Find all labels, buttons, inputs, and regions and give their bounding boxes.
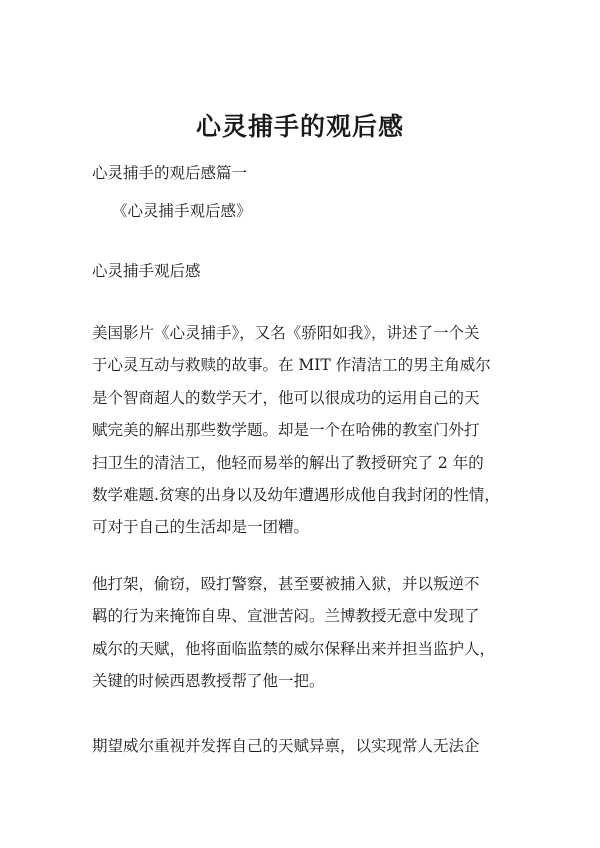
paragraph-line: 于心灵互动与救赎的故事。在 MIT 作清洁工的男主角威尔 — [92, 356, 491, 375]
section-subtitle: 心灵捕手的观后感篇一 — [92, 164, 248, 182]
paragraph-2 — [92, 573, 522, 703]
section-heading: 心灵捕手观后感 — [92, 262, 201, 280]
paragraph-line: 数学难题.贫寒的出身以及幼年遭遇形成他自我封闭的性情， — [92, 485, 500, 504]
paragraph-line: 扫卫生的清洁工，他轻而易举的解出了教授研究了 2 年的 — [92, 453, 484, 472]
paragraph-line: 他打架，偷窃，殴打警察，甚至要被捕入狱，并以叛逆不 — [92, 575, 480, 593]
paragraph-1 — [92, 322, 522, 549]
paragraph-line: 威尔的天赋，他将面临监禁的威尔保释出来并担当监护人， — [92, 639, 496, 658]
paragraph-line: 是个智商超人的数学天才，他可以很成功的运用自己的天 — [92, 388, 480, 407]
paragraph-line: 关键的时候西恩教授帮了他一把。 — [92, 672, 325, 691]
paragraph-line: 美国影片《心灵捕手》，又名《骄阳如我》，讲述了一个关 — [92, 324, 480, 342]
document-title: 心灵捕手的观后感 — [195, 112, 404, 141]
paragraph-3 — [92, 735, 522, 767]
paragraph-line: 赋完美的解出那些数学题。却是一个在哈佛的教室门外打 — [92, 421, 480, 440]
paragraph-line: 羁的行为来掩饰自卑、宣泄苦闷。兰博教授无意中发现了 — [92, 607, 480, 626]
book-title: 《心灵捕手观后感》 — [112, 202, 252, 220]
paragraph-line: 可对于自己的生活却是一团糟。 — [92, 518, 310, 537]
paragraph-line: 期望威尔重视并发挥自己的天赋异禀，以实现常人无法企 — [92, 737, 480, 755]
